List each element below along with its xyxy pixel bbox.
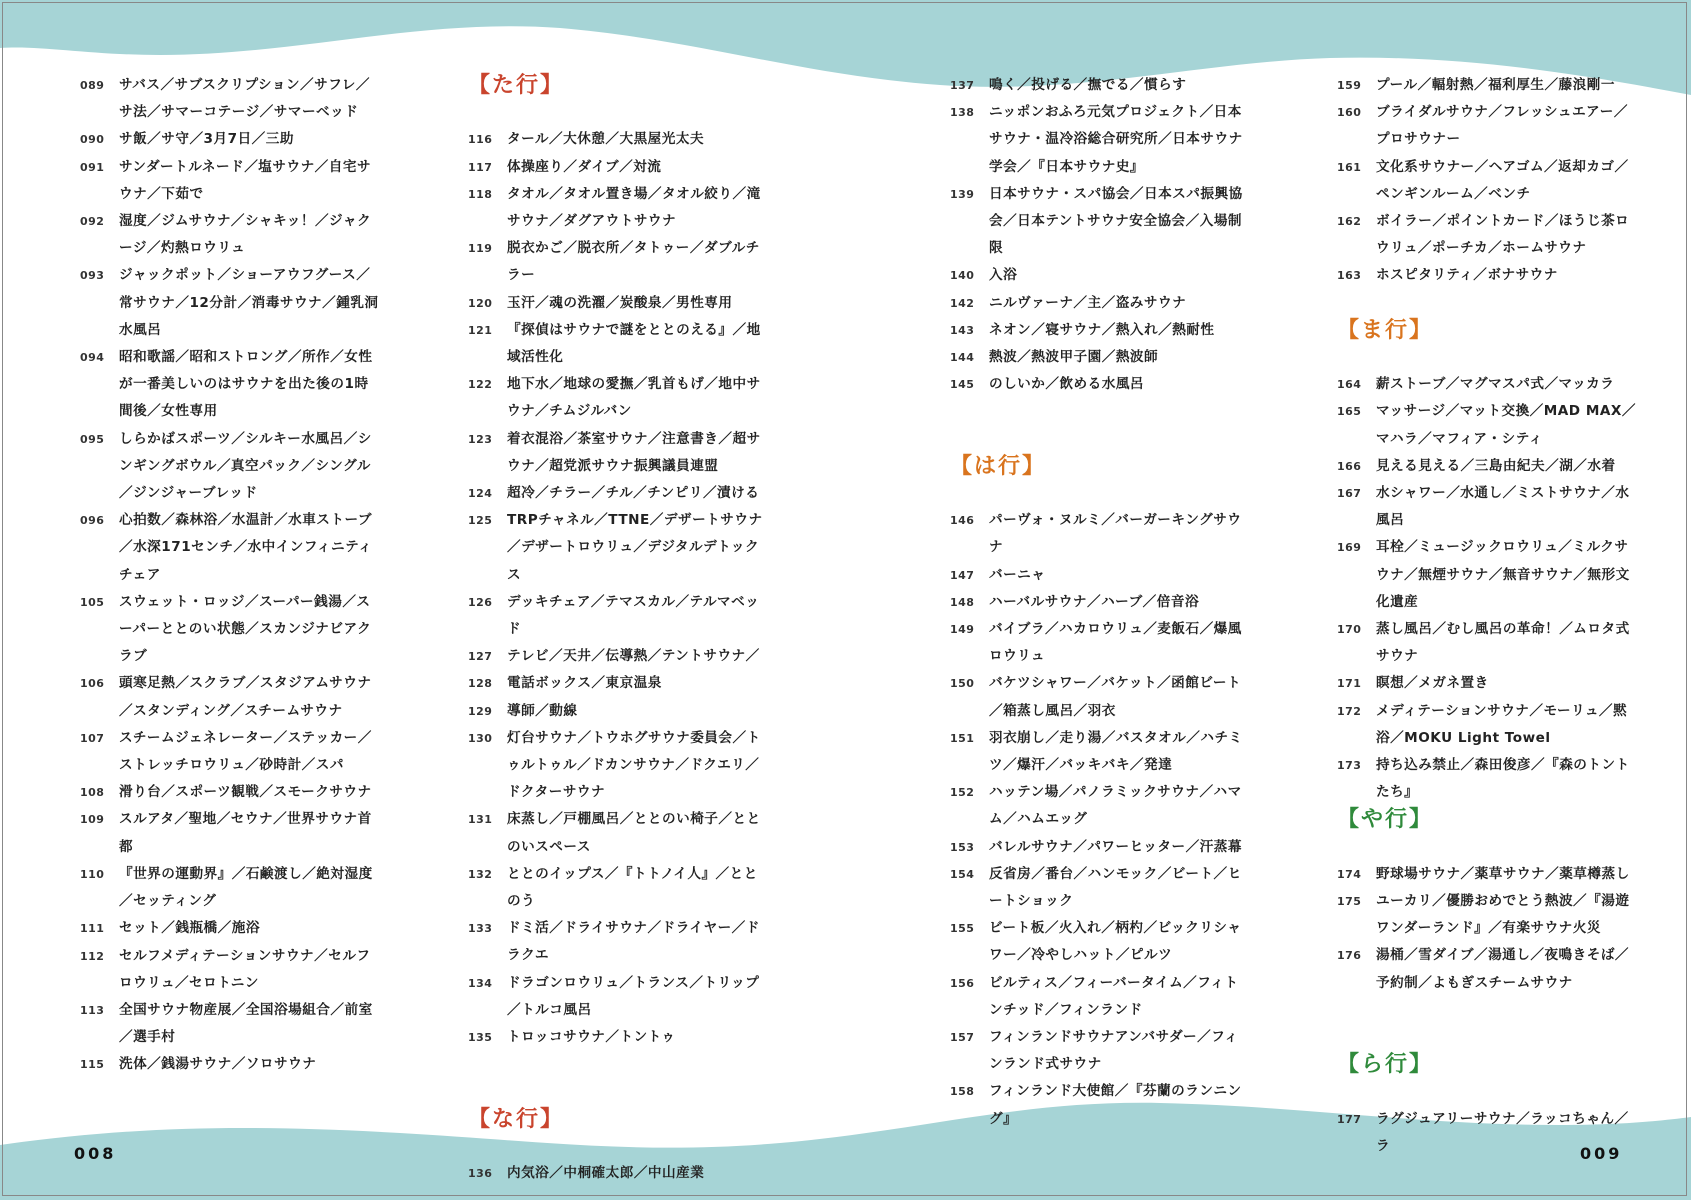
page-number-label: 095: [80, 432, 105, 446]
page-number-label: 111: [80, 922, 105, 936]
page-number-label: 134: [468, 976, 493, 990]
index-terms: 湿度／ジムサウナ／シャキッ！／ジャクージ／灼熱ロウリュ: [119, 213, 372, 257]
index-terms: ビルティス／フィーバータイム／フィトンチッド／フィンランド: [989, 974, 1239, 1018]
index-entry: [1337, 453, 1637, 480]
page-number-label: 124: [468, 487, 493, 501]
spacer: [950, 480, 1250, 507]
page-number-label: 121: [468, 323, 493, 337]
index-entry: [80, 208, 380, 262]
index-entry: [1337, 371, 1637, 398]
index-entry: [80, 262, 380, 344]
index-terms: ボイラー／ポイントカード／ほうじ茶ロウリュ／ポーチカ／ホームサウナ: [1376, 213, 1630, 257]
index-terms: 玉汗／魂の洗濯／炭酸泉／男性専用: [507, 294, 733, 311]
page-number-label: 090: [80, 133, 105, 147]
page-number-label: 115: [80, 1058, 105, 1072]
page-number-label: 096: [80, 514, 105, 528]
index-entry: [468, 698, 768, 725]
index-terms: のしいか／飲める水風呂: [989, 376, 1145, 393]
index-terms: ジャックポット／ショーアウフグース／常サウナ／12分計／消毒サウナ／鍾乳洞水風呂: [119, 267, 379, 338]
index-entry: [1337, 208, 1637, 262]
page-number-label: 149: [950, 623, 975, 636]
index-entry: [468, 290, 768, 317]
index-terms: 超冷／チラー／チル／チンピリ／漬ける: [507, 485, 760, 502]
page-number-label: 162: [1337, 215, 1362, 229]
index-entry: [950, 616, 1250, 670]
heading-ya-row: 【や行】: [1337, 807, 1434, 833]
page-number-label: 131: [468, 813, 493, 827]
index-terms: デッキチェア／テマスカル／テルマベッド: [507, 593, 760, 638]
index-terms: セルフメディテーションサウナ／セルフロウリュ／セロトニン: [119, 947, 371, 991]
index-entry: [1337, 861, 1637, 888]
spacer: [1337, 344, 1637, 371]
index-terms: 熱波／熱波甲子園／熱波師: [989, 349, 1159, 366]
page-number-label: 120: [468, 296, 493, 310]
index-terms: 『探偵はサウナで謎をととのえる』／地域活性化: [507, 321, 761, 365]
index-entry: [950, 1078, 1250, 1132]
spacer: [1337, 834, 1637, 861]
index-terms: スウェット・ロッジ／スーパー銭湯／スーパーととのい状態／スカンジナビアクラブ: [119, 593, 372, 665]
page-number-label: 116: [468, 133, 493, 147]
index-terms: ニルヴァーナ／主／盗みサウナ: [989, 294, 1187, 311]
page-number-label: 135: [468, 1031, 493, 1045]
index-terms: 内気浴／中桐確太郎／中山産業: [507, 1165, 705, 1182]
page-number-label: 112: [80, 949, 105, 963]
heading-ra-row: 【ら行】: [1337, 1052, 1434, 1078]
page-number-label: 105: [80, 595, 105, 609]
index-terms: プール／輻射熱／福利厚生／藤浪剛一: [1376, 77, 1615, 93]
index-terms: バーニャ: [989, 566, 1046, 583]
index-terms: タオル／タオル置き場／タオル絞り／滝サウナ／ダグアウトサウナ: [507, 185, 761, 229]
index-entry: [468, 670, 768, 697]
index-terms: サ飯／サ守／3月7日／三助: [119, 131, 294, 148]
index-entry: [80, 779, 380, 806]
index-terms: 導師／動線: [507, 702, 578, 719]
index-entry: [80, 670, 380, 724]
index-terms: パーヴォ・ヌルミ／バーガーキングサウナ: [989, 512, 1242, 556]
index-entry: [1337, 752, 1637, 806]
ta-row-entries: [468, 126, 768, 1051]
index-terms: 全国サウナ物産展／全国浴場組合／前室／選手村: [119, 1001, 373, 1046]
page-number-label: 132: [468, 867, 493, 881]
page-number-label: 146: [950, 514, 975, 528]
heading-ma-row: 【ま行】: [1337, 317, 1434, 343]
ma-row-entries: [1337, 371, 1637, 806]
page-number-label: 092: [80, 215, 105, 229]
index-terms: ハーバルサウナ／ハーブ／倍音浴: [989, 593, 1200, 610]
index-entry: [1337, 670, 1637, 697]
index-terms: ユーカリ／優勝おめでとう熱波／『湯遊ワンダーランド』／有楽サウナ火災: [1376, 893, 1630, 937]
index-entry: [1337, 262, 1637, 289]
index-entry: [950, 344, 1250, 371]
page-number-label: 118: [468, 187, 493, 201]
index-terms: 洗体／銭湯サウナ／ソロサウナ: [119, 1056, 317, 1073]
column-1: [80, 72, 380, 1079]
ha-row-entries-continued: [1337, 72, 1637, 290]
page-number-label: 109: [80, 813, 105, 827]
index-terms: ととのイップス／『トトノイ人』／ととのう: [507, 865, 758, 910]
index-entry: [468, 1024, 768, 1051]
page-number-label: 156: [950, 976, 975, 990]
index-terms: 頭寒足熱／スクラブ／スタジアムサウナ／スタンディング／スチームサウナ: [119, 675, 372, 719]
na-row-entries-continued: [950, 72, 1250, 398]
page-number-label: 177: [1337, 1112, 1362, 1126]
index-terms: 湯桶／雪ダイブ／湯通し／夜鳴きそば／予約制／よもぎスチームサウナ: [1376, 947, 1630, 991]
page-number-label: 159: [1337, 79, 1362, 92]
page-number-label: 122: [468, 378, 493, 392]
index-terms: 『世界の運動界』／石鹸渡し／絶対湿度／セッティング: [119, 865, 373, 910]
index-entry: [1337, 480, 1637, 534]
index-terms: 鳴く／投げる／撫でる／慣らす: [989, 77, 1187, 93]
index-terms: サンダートルネード／塩サウナ／自宅サウナ／下茹で: [119, 158, 372, 202]
index-terms: 耳栓／ミュージックロウリュ／ミルクサウナ／無煙サウナ／無音サウナ／無形文化遺産: [1376, 539, 1630, 610]
page-number-label: 133: [468, 922, 493, 936]
index-entry: [950, 317, 1250, 344]
index-entry: [80, 915, 380, 942]
spacer: [1337, 1078, 1637, 1105]
index-terms: バケツシャワー／バケット／函館ビート／箱蒸し風呂／羽衣: [989, 675, 1242, 719]
page-number-label: 136: [468, 1167, 493, 1181]
index-terms: 反省房／番台／ハンモック／ビート／ヒートショック: [989, 865, 1242, 910]
ya-row-entries: [1337, 861, 1637, 997]
page-number-label: 152: [950, 786, 975, 800]
index-terms: ドミ活／ドライサウナ／ドライヤー／ドラクエ: [507, 920, 760, 964]
index-entry: [468, 861, 768, 915]
spacer: [468, 99, 768, 126]
index-terms: スルアタ／聖地／セウナ／世界サウナ首都: [119, 811, 372, 855]
index-terms: スチームジェネレーター／ステッカー／ストレッチロウリュ／砂時計／スパ: [119, 729, 372, 774]
index-entry: [80, 943, 380, 997]
index-entry: [468, 426, 768, 480]
index-entry: [80, 861, 380, 915]
index-entry: [950, 1024, 1250, 1078]
index-terms: サバス／サブスクリプション／サフレ／サ法／サマーコテージ／サマーベッド: [119, 77, 370, 121]
index-terms: フィンランド大使館／『芬蘭のランニング』: [989, 1083, 1242, 1127]
index-terms: 滑り台／スポーツ観戦／スモークサウナ: [119, 784, 372, 801]
page-number-label: 106: [80, 677, 105, 691]
page-number-label: 119: [468, 242, 493, 256]
index-entry: [1337, 942, 1637, 996]
page-number-label: 128: [468, 677, 493, 691]
index-terms: 蒸し風呂／むし風呂の革命！／ムロタ式サウナ: [1376, 621, 1630, 665]
index-entry: [1337, 99, 1637, 153]
index-entry: [950, 562, 1250, 589]
index-terms: 昭和歌謡／昭和ストロング／所作／女性が一番美しいのはサウナを出た後の1時間後／女性専用: [119, 349, 373, 420]
page-number-label: 094: [80, 351, 105, 365]
page-number-label: 137: [950, 79, 975, 92]
index-entry: [468, 806, 768, 860]
index-entry: [950, 507, 1250, 561]
index-terms: マッサージ／マット交換／MAD MAX／マハラ／マフィア・シティ: [1376, 403, 1636, 447]
index-terms: 床蒸し／戸棚風呂／ととのい椅子／ととのいスペース: [507, 811, 761, 855]
page-number-right: 009: [1580, 1144, 1623, 1163]
index-entry: [950, 725, 1250, 779]
page-number-label: 127: [468, 650, 493, 664]
index-terms: バイブラ／ハカロウリュ／麦飯石／爆風ロウリュ: [989, 621, 1242, 665]
heading-ha-row: 【は行】: [950, 453, 1047, 479]
index-entry: [80, 1051, 380, 1078]
index-entry: [1337, 72, 1637, 99]
page-number-label: 153: [950, 840, 975, 854]
page-number-label: 140: [950, 269, 975, 283]
page-number-label: 126: [468, 595, 493, 609]
page-number-label: 148: [950, 595, 975, 609]
index-terms: 入浴: [989, 267, 1018, 284]
heading-na-row: 【な行】: [468, 1106, 565, 1132]
index-terms: 灯台サウナ／トウホグサウナ委員会／トゥルトゥル／ドカンサウナ／ドクエリ／ドクターサウナ: [507, 729, 761, 801]
page-number-label: 123: [468, 432, 493, 446]
index-terms: トロッコサウナ／トントゥ: [507, 1029, 676, 1046]
index-entry: [468, 181, 768, 235]
page-number-label: 110: [80, 867, 105, 881]
index-terms: ネオン／寝サウナ／熱入れ／熱耐性: [989, 321, 1215, 338]
index-terms: 心拍数／森林浴／水温計／水車ストーブ／水深171センチ／水中インフィニティチェア: [119, 512, 373, 583]
index-terms: 薪ストーブ／マグマスパ式／マッカラ: [1376, 376, 1615, 393]
spacer: [950, 426, 1250, 453]
index-terms: 文化系サウナー／ヘアゴム／返却カゴ／ペンギンルーム／ベンチ: [1376, 158, 1629, 202]
page-number-label: 170: [1337, 623, 1362, 637]
page-number-label: 093: [80, 269, 105, 283]
index-terms: 電話ボックス／東京温泉: [507, 675, 662, 692]
index-entry: [80, 426, 380, 508]
column-3: [950, 72, 1250, 1133]
index-entry: [1337, 534, 1637, 616]
index-entry: [468, 643, 768, 670]
page-number-label: 171: [1337, 677, 1362, 691]
index-entry: [950, 99, 1250, 181]
index-entry: [80, 72, 380, 126]
index-entry: [1337, 154, 1637, 208]
index-entry: [80, 154, 380, 208]
page-number-label: 147: [950, 568, 975, 582]
index-terms: テレビ／天井／伝導熱／テントサウナ／: [507, 648, 760, 665]
index-entry: [80, 126, 380, 153]
index-terms: ドラゴンロウリュ／トランス／トリップ／トルコ風呂: [507, 974, 760, 1018]
index-terms: フィンランドサウナアンバサダー／フィンランド式サウナ: [989, 1029, 1239, 1073]
index-terms: 体操座り／ダイブ／対流: [507, 158, 662, 175]
page-number-label: 167: [1337, 487, 1362, 500]
page-number-label: 161: [1337, 160, 1362, 174]
index-terms: しらかばスポーツ／シルキー水風呂／シンギングボウル／真空パック／シングル／ジンジャーブレッド: [119, 430, 372, 502]
index-terms: 脱衣かご／脱衣所／タトゥー／ダブルチラー: [507, 240, 760, 284]
page-number-label: 165: [1337, 405, 1362, 419]
index-terms: バレルサウナ／パワーヒッター／汗蒸幕: [989, 838, 1242, 855]
page-number-label: 151: [950, 731, 975, 745]
page-number-label: 130: [468, 731, 493, 745]
page-number-label: 176: [1337, 949, 1362, 963]
index-entry: [468, 725, 768, 807]
index-entry: [950, 589, 1250, 616]
index-terms: タール／大休憩／大黒屋光太夫: [507, 131, 705, 148]
page-number-label: 089: [80, 79, 105, 92]
page-number-label: 142: [950, 296, 975, 310]
index-entry: [950, 861, 1250, 915]
index-terms: メディテーションサウナ／モーリュ／黙浴／MOKU Light Towel: [1376, 702, 1628, 746]
index-entry: [468, 1160, 768, 1187]
page-number-label: 155: [950, 922, 975, 936]
index-terms: ニッポンおふろ元気プロジェクト／日本サウナ・温冷浴総合研究所／日本サウナ学会／『日本サウナ史』: [989, 104, 1243, 175]
index-entry: [468, 589, 768, 643]
page-number-label: 144: [950, 351, 975, 365]
index-entry: [950, 670, 1250, 724]
index-terms: 瞑想／メガネ置き: [1376, 675, 1489, 692]
index-terms: ラグジュアリーサウナ／ラッコちゃん／ラ: [1376, 1110, 1629, 1154]
index-entry: [950, 970, 1250, 1024]
spacer: [1337, 290, 1637, 317]
index-entry: [468, 970, 768, 1024]
page-number-label: 172: [1337, 704, 1362, 718]
index-entry: [1337, 616, 1637, 670]
index-entry: [950, 262, 1250, 289]
index-terms: 羽衣崩し／走り湯／バスタオル／ハチミツ／爆汗／バッキバキ／発達: [989, 729, 1243, 774]
spacer: [1337, 1024, 1637, 1051]
index-terms: 見える見える／三島由紀夫／湖／水着: [1376, 457, 1616, 474]
spacer: [468, 1133, 768, 1160]
index-entry: [80, 806, 380, 860]
index-terms: セット／銭瓶橋／施浴: [119, 920, 260, 937]
page-number-label: 107: [80, 731, 105, 745]
page-number-label: 108: [80, 786, 105, 800]
page-number-label: 150: [950, 677, 975, 691]
page-number-left: 008: [74, 1144, 117, 1163]
column-2: [468, 72, 768, 1187]
page-number-label: 125: [468, 514, 493, 528]
page-number-label: 169: [1337, 541, 1362, 555]
index-terms: 野球場サウナ／薬草サウナ／薬草樽蒸し: [1376, 865, 1630, 882]
index-terms: ハッテン場／パノラミックサウナ／ハマム／ハムエッグ: [989, 784, 1242, 828]
page-number-label: 129: [468, 704, 493, 718]
index-entry: [950, 834, 1250, 861]
index-entry: [468, 235, 768, 289]
index-entry: [80, 589, 380, 671]
page-number-label: 117: [468, 160, 493, 174]
index-entry: [468, 507, 768, 589]
index-terms: ホスピタリティ／ボナサウナ: [1376, 267, 1558, 284]
index-entry: [468, 915, 768, 969]
index-terms: 持ち込み禁止／森田俊彦／『森のトントたち』: [1376, 757, 1630, 801]
page-number-label: 154: [950, 867, 975, 881]
index-entry: [468, 154, 768, 181]
index-terms: ビート板／火入れ／柄杓／ビックリシャワー／冷やしハット／ピルツ: [989, 920, 1242, 964]
page-number-label: 166: [1337, 459, 1362, 473]
na-row-entries: [468, 1160, 768, 1187]
index-entry: [80, 344, 380, 426]
page-number-label: 164: [1337, 378, 1362, 392]
page-number-label: 163: [1337, 269, 1362, 283]
index-terms: 日本サウナ・スパ協会／日本スパ振興協会／日本テントサウナ安全協会／入場制限: [989, 185, 1243, 257]
ha-row-entries: [950, 507, 1250, 1133]
index-entry: [950, 181, 1250, 263]
page-number-label: 175: [1337, 895, 1362, 909]
heading-ta-row: 【た行】: [468, 73, 565, 98]
spacer: [468, 1051, 768, 1078]
index-entry: [950, 72, 1250, 99]
page-number-label: 158: [950, 1085, 975, 1099]
page-number-label: 160: [1337, 106, 1362, 120]
index-entry: [950, 779, 1250, 833]
page-number-label: 145: [950, 378, 975, 392]
index-entry: [80, 507, 380, 589]
column-4: [1337, 72, 1637, 1160]
page-number-label: 174: [1337, 867, 1362, 881]
page-number-label: 113: [80, 1003, 105, 1017]
index-terms: ブライダルサウナ／フレッシュエアー／プロサウナー: [1376, 104, 1628, 148]
index-entry: [468, 317, 768, 371]
index-entry: [1337, 698, 1637, 752]
index-entry: [950, 915, 1250, 969]
page-number-label: 138: [950, 106, 975, 120]
index-entry: [950, 290, 1250, 317]
page-number-label: 157: [950, 1031, 975, 1045]
index-entry: [1337, 398, 1637, 452]
index-terms: 地下水／地球の愛撫／乳首もげ／地中サウナ／チムジルバン: [507, 376, 761, 420]
index-entry: [80, 997, 380, 1051]
index-entry: [468, 480, 768, 507]
page-number-label: 139: [950, 187, 975, 201]
index-terms: 着衣混浴／茶室サウナ／注意書き／超サウナ／超党派サウナ振興議員連盟: [507, 430, 761, 474]
index-entry: [950, 371, 1250, 398]
index-terms: 水シャワー／水通し／ミストサウナ／水風呂: [1376, 485, 1630, 529]
index-entry: [1337, 888, 1637, 942]
index-entry: [468, 126, 768, 153]
index-entry: [80, 725, 380, 779]
index-entry: [468, 371, 768, 425]
spacer: [468, 1078, 768, 1105]
page-number-label: 173: [1337, 759, 1362, 773]
page-number-label: 091: [80, 160, 105, 174]
spacer: [950, 398, 1250, 425]
spacer: [1337, 997, 1637, 1024]
index-terms: TRPチャネル／TTNE／デザートサウナ／デザートロウリュ／デジタルデトックス: [507, 512, 763, 583]
page-number-label: 143: [950, 323, 975, 337]
